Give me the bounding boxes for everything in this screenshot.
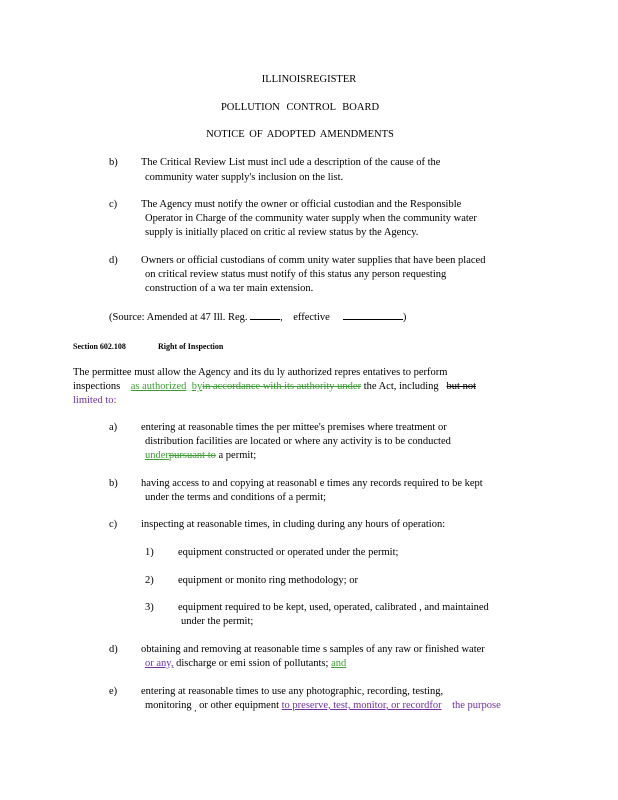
item-e-purpose: the purpose (452, 700, 501, 711)
deleted-in-accordance: in accordance with its authority under (202, 381, 362, 392)
source-prefix: (Source: Amended at 47 Ill. Reg. (109, 312, 248, 323)
inserted-under: under (145, 450, 169, 461)
item-a-line-1: entering at reasonable times the per mittee's premises where treatment or (141, 422, 447, 433)
register-header: ILLINOISREGISTER (261, 74, 357, 85)
sub-item-label: 1) (145, 547, 154, 558)
inserted-or-any: or any, (145, 658, 174, 669)
item-e-mid: or other equipment (196, 700, 282, 711)
list-item-label: c) (109, 199, 118, 210)
section-title: Right of Inspection (158, 342, 224, 351)
list-item-line: Owners or official custodians of comm unity water supplies that have been placed (141, 255, 486, 266)
list-item-line: on critical review status must notify of this status any person requesting (145, 269, 447, 280)
inserted-to-preserve: to preserve, test, monitor, or recordfor (281, 700, 442, 711)
deleted-but-not: but not (446, 381, 477, 392)
source-close: ) (402, 312, 407, 323)
item-c-label: c) (109, 519, 118, 530)
item-d-line-1: obtaining and removing at reasonable time s samples of any raw or finished water (141, 644, 485, 655)
intro-line-1: The permittee must allow the Agency and its du ly authorized repres entatives to perform (73, 367, 448, 378)
list-item-line: The Agency must notify the owner or official custodian and the Responsible (141, 199, 462, 210)
board-header: POLLUTION CONTROL BOARD (220, 102, 380, 113)
inserted-as-authorized: as authorized (130, 381, 187, 392)
list-item-line: Operator in Charge of the community water supply when the community water (145, 213, 477, 224)
item-e-label: e) (109, 686, 118, 697)
sub-item-line: under the permit; (181, 616, 254, 627)
sub-item-label: 3) (145, 602, 154, 613)
item-e-line-2 (145, 699, 501, 715)
item-a-line-3 (145, 449, 256, 463)
sub-item-label: 2) (145, 575, 154, 586)
item-a-tail: a permit; (215, 450, 257, 461)
intro-inspections: inspections (73, 381, 121, 392)
item-d-mid: discharge or emi ssion of pollutants; (173, 658, 332, 669)
notice-header: NOTICE OF ADOPTED AMENDMENTS (206, 129, 394, 140)
item-c-line-1: inspecting at reasonable times, in cluding during any hours of operation: (141, 519, 446, 530)
section-number: Section 602.108 (73, 342, 126, 351)
sub-item-line: equipment or monito ring methodology; or (178, 575, 358, 586)
list-item-label: b) (109, 157, 118, 168)
intro-the-act: the Act, including (363, 381, 439, 392)
inserted-by: by (191, 381, 203, 392)
source-line (109, 309, 406, 325)
sub-item-line: equipment required to be kept, used, operated, calibrated , and maintained (178, 602, 489, 613)
item-d-line-2 (145, 657, 346, 671)
source-comma: , (280, 312, 283, 323)
list-item-label: d) (109, 255, 118, 266)
item-d-label: d) (109, 644, 118, 655)
deleted-pursuant-to: pursuant to (168, 450, 216, 461)
item-b-line-2: under the terms and conditions of a permit; (145, 492, 327, 503)
list-item-line: construction of a wa ter main extension. (145, 283, 314, 294)
volume-blank (250, 309, 280, 320)
sub-item-line: equipment constructed or operated under the permit; (178, 547, 399, 558)
intro-line-2 (73, 380, 476, 394)
item-b-label: b) (109, 478, 118, 489)
effective-blank (343, 309, 403, 320)
list-item-line: community water supply's inclusion on the list. (145, 172, 344, 183)
item-e-monitoring: monitoring (145, 700, 195, 711)
list-item-line: supply is initially placed on critic al review status by the Agency. (145, 227, 419, 238)
source-effective: effective (293, 312, 330, 323)
item-a-line-2: distribution facilities are located or where any activity is to be conducted (145, 436, 451, 447)
item-e-comma: , (194, 703, 197, 714)
item-b-line-1: having access to and copying at reasonabl e times any records required to be kept (141, 478, 483, 489)
intro-limited-to: limited to: (73, 395, 117, 406)
item-a-label: a) (109, 422, 118, 433)
item-e-line-1: entering at reasonable times to use any photographic, recording, testing, (141, 686, 444, 697)
list-item-line: The Critical Review List must incl ude a description of the cause of the (141, 157, 441, 168)
inserted-and: and (331, 658, 347, 669)
